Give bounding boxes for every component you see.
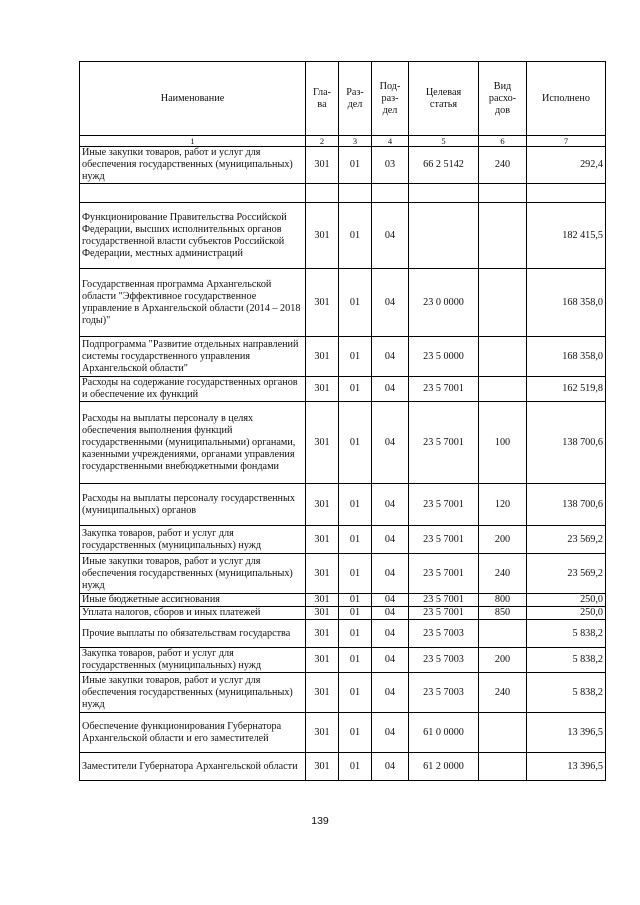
table-row <box>80 269 606 337</box>
row-ispolneno: 13 396,5 <box>527 753 606 781</box>
row-tselevaya-statya <box>409 184 479 203</box>
row-podrazdel: 04 <box>372 620 409 648</box>
row-tselevaya-statya: 23 5 0000 <box>409 337 479 377</box>
row-vid-raskhodov <box>479 620 527 648</box>
row-razdel: 01 <box>339 337 372 377</box>
row-name: Закупка товаров, работ и услуг для государственных (муниципальных) нужд <box>80 648 306 673</box>
row-glava: 301 <box>306 269 339 337</box>
header-name: Наименование <box>80 62 306 136</box>
row-podrazdel: 04 <box>372 594 409 607</box>
row-vid-raskhodov <box>479 203 527 269</box>
row-podrazdel: 04 <box>372 484 409 526</box>
row-name: Заместители Губернатора Архангельской области <box>80 753 306 781</box>
row-name: Государственная программа Архангельской области "Эффективное государственное управление в Архангельской области (2014 – 2018 годы)" <box>80 269 306 337</box>
column-number-row <box>80 136 606 147</box>
row-razdel: 01 <box>339 607 372 620</box>
row-name: Иные бюджетные ассигнования <box>80 594 306 607</box>
row-glava: 301 <box>306 203 339 269</box>
table-row <box>80 337 606 377</box>
row-ispolneno: 138 700,6 <box>527 484 606 526</box>
row-vid-raskhodov: 200 <box>479 526 527 554</box>
header-ispolneno: Исполнено <box>527 62 606 136</box>
row-ispolneno: 13 396,5 <box>527 713 606 753</box>
row-vid-raskhodov: 240 <box>479 147 527 184</box>
column-number: 5 <box>409 136 479 147</box>
row-name: Функционирование Правительства Российской Федерации, высших исполнительных органов государственной власти субъектов Российской Федерации, местных администраций <box>80 203 306 269</box>
row-vid-raskhodov <box>479 713 527 753</box>
row-glava: 301 <box>306 607 339 620</box>
row-razdel: 01 <box>339 269 372 337</box>
row-ispolneno: 292,4 <box>527 147 606 184</box>
row-podrazdel: 04 <box>372 377 409 402</box>
table-row <box>80 554 606 594</box>
row-razdel: 01 <box>339 620 372 648</box>
table-row <box>80 607 606 620</box>
row-ispolneno: 138 700,6 <box>527 402 606 484</box>
row-glava: 301 <box>306 402 339 484</box>
row-glava: 301 <box>306 673 339 713</box>
row-tselevaya-statya: 23 5 7001 <box>409 554 479 594</box>
row-vid-raskhodov <box>479 269 527 337</box>
header-podrazdel: Под- раз- дел <box>372 62 409 136</box>
row-name: Подпрограмма "Развитие отдельных направлений системы государственного управления Архангельской области" <box>80 337 306 377</box>
row-podrazdel: 03 <box>372 147 409 184</box>
row-vid-raskhodov: 800 <box>479 594 527 607</box>
row-tselevaya-statya: 23 0 0000 <box>409 269 479 337</box>
row-ispolneno: 168 358,0 <box>527 269 606 337</box>
row-ispolneno: 250,0 <box>527 607 606 620</box>
row-razdel: 01 <box>339 203 372 269</box>
row-podrazdel: 04 <box>372 554 409 594</box>
row-name: Прочие выплаты по обязательствам государства <box>80 620 306 648</box>
column-number: 3 <box>339 136 372 147</box>
row-glava: 301 <box>306 526 339 554</box>
row-razdel: 01 <box>339 648 372 673</box>
row-ispolneno: 168 358,0 <box>527 337 606 377</box>
table-row <box>80 648 606 673</box>
table-body <box>80 147 606 781</box>
column-number: 7 <box>527 136 606 147</box>
header-razdel: Раз- дел <box>339 62 372 136</box>
row-glava: 301 <box>306 484 339 526</box>
row-podrazdel: 04 <box>372 607 409 620</box>
row-tselevaya-statya: 23 5 7001 <box>409 607 479 620</box>
row-tselevaya-statya: 23 5 7003 <box>409 648 479 673</box>
row-name: Расходы на выплаты персоналу государственных (муниципальных) органов <box>80 484 306 526</box>
row-name: Закупка товаров, работ и услуг для государственных (муниципальных) нужд <box>80 526 306 554</box>
row-vid-raskhodov <box>479 184 527 203</box>
row-glava: 301 <box>306 620 339 648</box>
row-vid-raskhodov <box>479 337 527 377</box>
row-name: Иные закупки товаров, работ и услуг для обеспечения государственных (муниципальных) нужд <box>80 673 306 713</box>
table-row <box>80 147 606 184</box>
row-tselevaya-statya: 23 5 7001 <box>409 526 479 554</box>
row-podrazdel: 04 <box>372 203 409 269</box>
column-number: 1 <box>80 136 306 147</box>
header-tselevaya-statya: Целевая статья <box>409 62 479 136</box>
row-name: Уплата налогов, сборов и иных платежей <box>80 607 306 620</box>
row-podrazdel: 04 <box>372 337 409 377</box>
row-podrazdel: 04 <box>372 269 409 337</box>
row-name: Иные закупки товаров, работ и услуг для обеспечения государственных (муниципальных) нужд <box>80 554 306 594</box>
table-row <box>80 203 606 269</box>
row-razdel: 01 <box>339 713 372 753</box>
budget-table <box>79 61 606 781</box>
row-razdel: 01 <box>339 753 372 781</box>
row-podrazdel: 04 <box>372 673 409 713</box>
row-ispolneno: 5 838,2 <box>527 648 606 673</box>
row-vid-raskhodov <box>479 377 527 402</box>
table-row <box>80 526 606 554</box>
row-tselevaya-statya: 23 5 7001 <box>409 402 479 484</box>
row-name: Расходы на выплаты персоналу в целях обеспечения выполнения функций государственными (муниципальными) органами, казенными учреждениями, органами управления государственными внебюджетными фондами <box>80 402 306 484</box>
row-razdel: 01 <box>339 377 372 402</box>
row-glava: 301 <box>306 147 339 184</box>
row-glava: 301 <box>306 713 339 753</box>
row-tselevaya-statya <box>409 203 479 269</box>
table-row <box>80 184 606 203</box>
table-row <box>80 620 606 648</box>
row-tselevaya-statya: 66 2 5142 <box>409 147 479 184</box>
row-ispolneno: 162 519,8 <box>527 377 606 402</box>
row-ispolneno <box>527 184 606 203</box>
row-glava: 301 <box>306 648 339 673</box>
column-number: 2 <box>306 136 339 147</box>
row-podrazdel: 04 <box>372 753 409 781</box>
table-row <box>80 402 606 484</box>
row-vid-raskhodov: 200 <box>479 648 527 673</box>
row-vid-raskhodov <box>479 753 527 781</box>
row-glava: 301 <box>306 337 339 377</box>
row-name: Расходы на содержание государственных органов и обеспечение их функций <box>80 377 306 402</box>
header-vid-raskhodov: Вид расхо- дов <box>479 62 527 136</box>
header-glava: Гла- ва <box>306 62 339 136</box>
row-tselevaya-statya: 23 5 7001 <box>409 377 479 402</box>
row-podrazdel <box>372 184 409 203</box>
table-row <box>80 594 606 607</box>
row-tselevaya-statya: 23 5 7001 <box>409 484 479 526</box>
header-row <box>80 62 606 136</box>
row-ispolneno: 182 415,5 <box>527 203 606 269</box>
column-number: 4 <box>372 136 409 147</box>
row-vid-raskhodov: 100 <box>479 402 527 484</box>
table-row <box>80 484 606 526</box>
table-row <box>80 673 606 713</box>
column-number: 6 <box>479 136 527 147</box>
row-tselevaya-statya: 61 2 0000 <box>409 753 479 781</box>
row-razdel: 01 <box>339 594 372 607</box>
table-row <box>80 753 606 781</box>
page-number: 139 <box>311 815 329 827</box>
table-row <box>80 377 606 402</box>
row-vid-raskhodov: 240 <box>479 554 527 594</box>
row-podrazdel: 04 <box>372 713 409 753</box>
row-vid-raskhodov: 120 <box>479 484 527 526</box>
row-ispolneno: 250,0 <box>527 594 606 607</box>
row-razdel: 01 <box>339 147 372 184</box>
row-glava: 301 <box>306 594 339 607</box>
row-glava: 301 <box>306 377 339 402</box>
row-tselevaya-statya: 61 0 0000 <box>409 713 479 753</box>
row-glava <box>306 184 339 203</box>
row-tselevaya-statya: 23 5 7003 <box>409 620 479 648</box>
row-name: Обеспечение функционирования Губернатора Архангельской области и его заместителей <box>80 713 306 753</box>
row-razdel <box>339 184 372 203</box>
row-name: Иные закупки товаров, работ и услуг для обеспечения государственных (муниципальных) нужд <box>80 147 306 184</box>
row-podrazdel: 04 <box>372 402 409 484</box>
row-vid-raskhodov: 240 <box>479 673 527 713</box>
row-razdel: 01 <box>339 484 372 526</box>
row-razdel: 01 <box>339 673 372 713</box>
row-razdel: 01 <box>339 402 372 484</box>
row-razdel: 01 <box>339 526 372 554</box>
row-ispolneno: 23 569,2 <box>527 554 606 594</box>
row-tselevaya-statya: 23 5 7003 <box>409 673 479 713</box>
row-vid-raskhodov: 850 <box>479 607 527 620</box>
row-tselevaya-statya: 23 5 7001 <box>409 594 479 607</box>
row-podrazdel: 04 <box>372 526 409 554</box>
row-podrazdel: 04 <box>372 648 409 673</box>
row-glava: 301 <box>306 753 339 781</box>
row-name <box>80 184 306 203</box>
row-razdel: 01 <box>339 554 372 594</box>
row-glava: 301 <box>306 554 339 594</box>
table-row <box>80 713 606 753</box>
row-ispolneno: 5 838,2 <box>527 620 606 648</box>
row-ispolneno: 5 838,2 <box>527 673 606 713</box>
table-header <box>80 62 606 147</box>
row-ispolneno: 23 569,2 <box>527 526 606 554</box>
